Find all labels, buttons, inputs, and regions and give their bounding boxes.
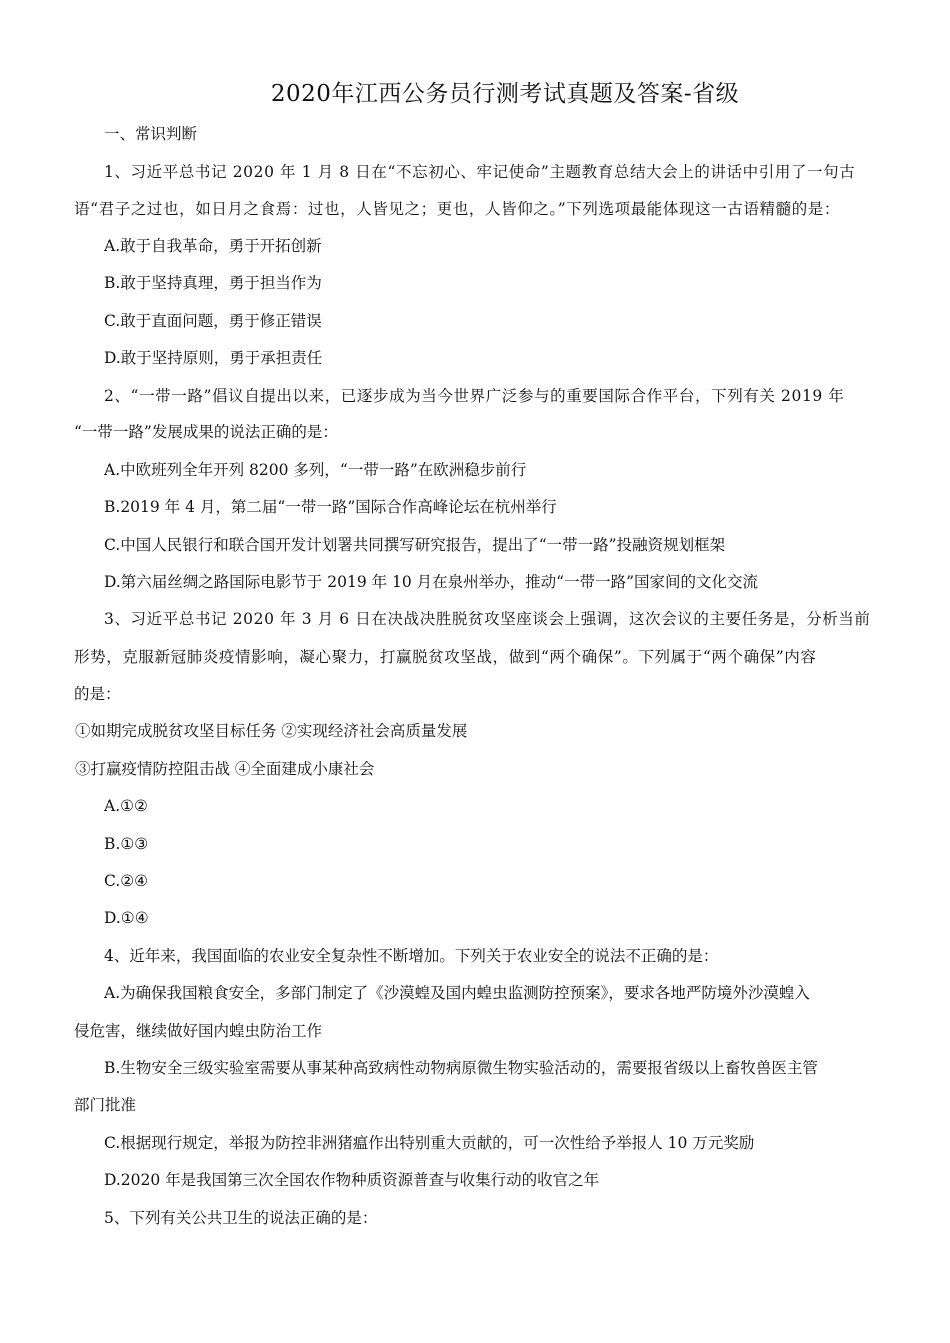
question-4-stem-line-1: 4、近年来，我国面临的农业安全复杂性不断增加。下列关于农业安全的说法不正确的是： [104,947,719,965]
question-4-option-b-line-2: 部门批准 [74,1096,137,1114]
question-1-option-c: C.敢于直面问题，勇于修正错误 [104,312,322,330]
section-heading: 一、常识判断 [104,125,198,143]
question-4-option-a-line-1: A.为确保我国粮食安全，多部门制定了《沙漠蝗及国内蝗虫监测防控预案》，要求各地严防境外沙漠蝗入 [104,984,810,1002]
question-2-option-c: C.中国人民银行和联合国开发计划署共同撰写研究报告，提出了“一带一路”投融资规划框架 [104,536,726,554]
question-1-stem-line-2: 语“君子之过也，如日月之食焉：过也，人皆见之；更也，人皆仰之。”下列选项最能体现这一古语精髓的是： [74,200,841,218]
question-1-option-a: A.敢于自我革命，勇于开拓创新 [104,237,322,255]
question-2-stem-line-2: “一带一路”发展成果的说法正确的是： [74,423,338,441]
question-4-option-a-line-2: 侵危害，继续做好国内蝗虫防治工作 [74,1022,323,1040]
question-3-stem-line-2: 形势，克服新冠肺炎疫情影响，凝心聚力，打赢脱贫攻坚战，做到“两个确保”。下列属于“两个确保”内容 [74,648,817,666]
question-3-option-b: B.①③ [104,835,149,853]
question-3-items-line-2: ③打赢疫情防控阻击战 ④全面建成小康社会 [75,760,375,778]
question-5-stem-line-1: 5、下列有关公共卫生的说法正确的是： [104,1209,378,1227]
question-3-stem-line-1: 3、习近平总书记 2020 年 3 月 6 日在决战决胜脱贫攻坚座谈会上强调，这次会议的主要任务是，分析当前 [104,610,871,628]
question-1-stem-line-1: 1、习近平总书记 2020 年 1 月 8 日在“不忘初心、牢记使命”主题教育总结大会上的讲话中引用了一句古 [104,163,856,181]
question-3-items-line-1: ①如期完成脱贫攻坚目标任务 ②实现经济社会高质量发展 [75,722,468,740]
question-1-option-b: B.敢于坚持真理，勇于担当作为 [104,274,322,292]
question-2-option-b: B.2019 年 4 月，第二届“一带一路”国际合作高峰论坛在杭州举行 [104,498,557,516]
question-3-option-d: D.①④ [104,909,149,927]
question-3-option-c: C.②④ [104,872,149,890]
question-4-option-b-line-1: B.生物安全三级实验室需要从事某种高致病性动物病原微生物实验活动的，需要报省级以上畜牧兽医主管 [104,1059,818,1077]
document-title: 2020年江西公务员行测考试真题及答案-省级 [270,81,740,107]
question-2-stem-line-1: 2、“一带一路”倡议自提出以来，已逐步成为当今世界广泛参与的重要国际合作平台，下列有关 2019 年 [104,387,845,405]
question-1-option-d: D.敢于坚持原则，勇于承担责任 [104,349,323,367]
question-4-option-d: D.2020 年是我国第三次全国农作物种质资源普查与收集行动的收官之年 [104,1171,600,1189]
question-4-option-c: C.根据现行规定，举报为防控非洲猪瘟作出特别重大贡献的，可一次性给予举报人 10 万元奖励 [104,1134,755,1152]
question-3-stem-line-3: 的是： [74,685,121,703]
question-3-option-a: A.①② [104,797,148,815]
question-2-option-d: D.第六届丝绸之路国际电影节于 2019 年 10 月在泉州举办，推动“一带一路”国家间的文化交流 [104,573,759,591]
question-2-option-a: A.中欧班列全年开列 8200 多列，“一带一路”在欧洲稳步前行 [104,461,527,479]
